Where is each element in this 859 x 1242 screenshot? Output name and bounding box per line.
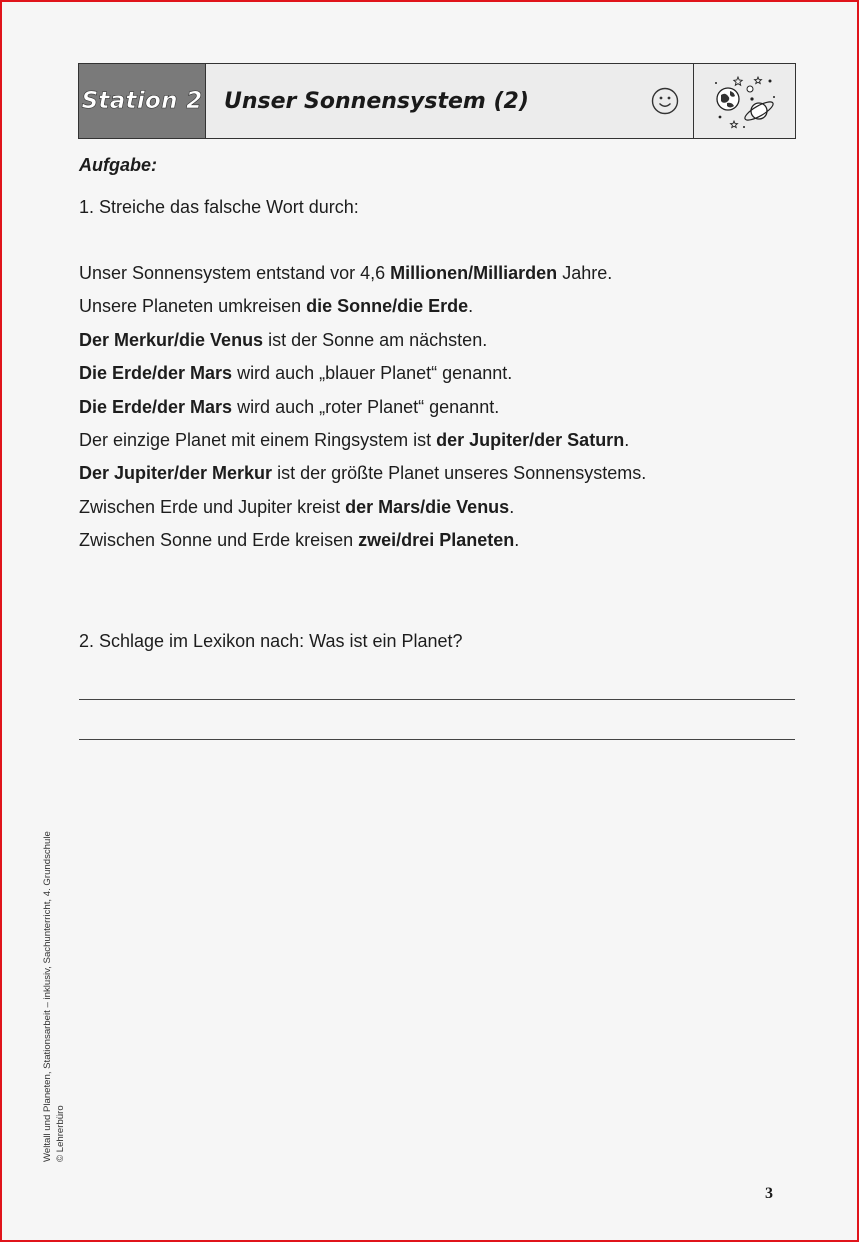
- sentence-4: Die Erde/der Mars wird auch „blauer Planet“ genannt.: [79, 363, 513, 384]
- sentence-9: Zwischen Sonne und Erde kreisen zwei/drei Planeten.: [79, 530, 520, 551]
- sentence-list: [79, 260, 795, 561]
- choice-3: Der Merkur/die Venus: [79, 329, 264, 350]
- task-1-instruction: 1. Streiche das falsche Wort durch:: [79, 197, 359, 217]
- copyright-sidebar: [42, 831, 67, 1162]
- task-2-instruction: 2. Schlage im Lexikon nach: Was ist ein Planet?: [79, 631, 463, 651]
- choice-9: zwei/drei Planeten: [358, 530, 515, 551]
- sentence-6: Der einzige Planet mit einem Ringsystem ist der Jupiter/der Saturn.: [79, 429, 630, 450]
- sentence-5: Die Erde/der Mars wird auch „roter Planet“ genannt.: [79, 396, 500, 417]
- station-badge: [79, 64, 206, 138]
- sentence-2: Unsere Planeten umkreisen die Sonne/die Erde.: [79, 296, 474, 317]
- sentence-8: Zwischen Erde und Jupiter kreist der Mars/die Venus.: [79, 496, 515, 517]
- page-title: Unser Sonnensystem (2): [224, 88, 529, 114]
- sentence-3: Der Merkur/die Venus ist der Sonne am nächsten.: [79, 329, 488, 350]
- page-number: 3: [765, 1185, 773, 1202]
- source-line: Weltall und Planeten, Stationsarbeit – inklusiv, Sachunterricht, 4. Grundschule: [42, 831, 53, 1162]
- choice-6: der Jupiter/der Saturn: [436, 429, 625, 450]
- title-area: [206, 64, 694, 138]
- copyright-line: © Lehrerbüro: [54, 1105, 66, 1162]
- choice-2: die Sonne/die Erde: [306, 296, 469, 317]
- choice-5: Die Erde/der Mars: [79, 396, 233, 417]
- station-label: Station 2: [81, 88, 203, 114]
- choice-7: Der Jupiter/der Merkur: [79, 463, 273, 484]
- choice-1: Millionen/Milliarden: [390, 263, 558, 283]
- sentence-7: Der Jupiter/der Merkur ist der größte Planet unseres Sonnensystems.: [79, 463, 647, 484]
- worksheet-content: [79, 152, 795, 651]
- smiley-icon: [651, 87, 679, 115]
- answer-line-2[interactable]: [79, 739, 795, 740]
- space-illustration-icon: [710, 69, 780, 133]
- choice-4: Die Erde/der Mars: [79, 363, 233, 384]
- task-label: Aufgabe:: [79, 155, 157, 175]
- sentence-1: Unser Sonnensystem entstand vor 4,6 Millionen/Milliarden Jahre.: [79, 263, 613, 283]
- choice-8: der Mars/die Venus: [345, 496, 510, 517]
- space-illustration: [694, 64, 795, 138]
- answer-line-1[interactable]: [79, 699, 795, 700]
- station-header: [78, 63, 796, 139]
